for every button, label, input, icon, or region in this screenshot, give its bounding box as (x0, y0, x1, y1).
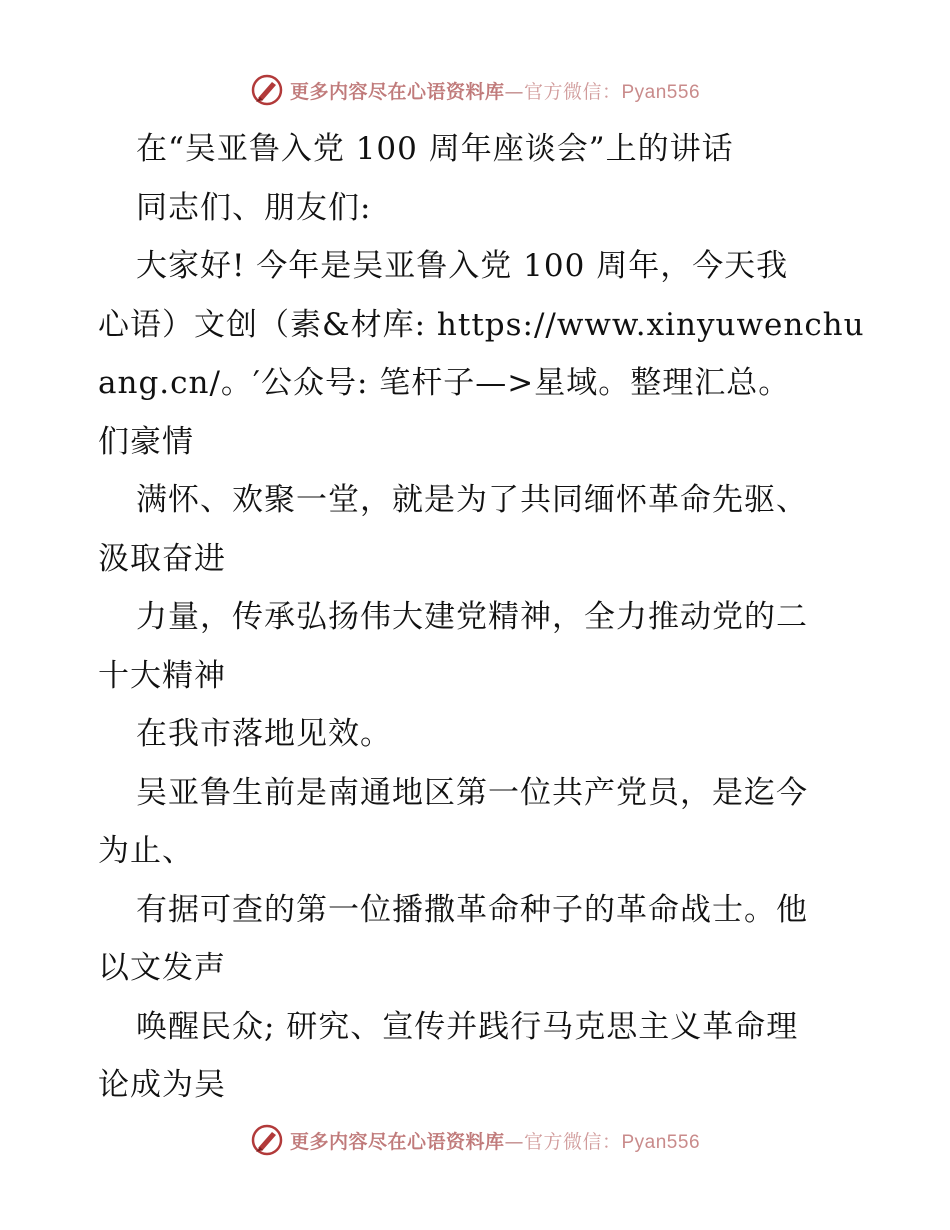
text-line: 十大精神 (98, 657, 226, 694)
banner-text (290, 77, 700, 104)
text-line: 汲取奋进 (98, 540, 226, 577)
banner-label: 官方微信： (523, 80, 622, 103)
footer-banner (0, 1120, 950, 1160)
banner-separator: — (504, 80, 524, 103)
text-line: 有据可查的第一位播撒革命种子的革命战士。他 (136, 891, 808, 928)
pen-logo-icon (250, 73, 284, 107)
document-title: 在“吴亚鲁入党 100 周年座谈会”上的讲话 (136, 131, 734, 167)
text-line: 论成为吴 (98, 1067, 226, 1103)
text-line: 满怀、欢聚一堂，就是为了共同缅怀革命先驱、 (136, 482, 808, 518)
banner-wechat-id: Pyan556 (621, 81, 701, 103)
text-line: 以文发声 (98, 950, 226, 986)
text-line: 唤醒民众; 研究、宣传并践行马克思主义革命理 (136, 1008, 799, 1045)
banner-label: 官方微信： (523, 1130, 622, 1153)
banner-separator: — (504, 1130, 524, 1153)
banner-wechat-id: Pyan556 (621, 1131, 701, 1153)
text-line: 心语）文创（素&材库: https://www.xinyuwenchu (98, 306, 865, 343)
pen-logo-icon (250, 1123, 284, 1157)
text-line: 吴亚鲁生前是南通地区第一位共产党员，是迄今 (136, 774, 808, 811)
text-line: 在我市落地见效。 (136, 716, 392, 752)
text-line: 为止、 (98, 833, 194, 869)
banner-main-text: 更多内容尽在心语资料库 (289, 1130, 505, 1153)
text-line: 力量，传承弘扬伟大建党精神，全力推动党的二 (136, 599, 808, 635)
text-line: ang.cn/。′公众号: 笔杆子—>星域。整理汇总。 (98, 365, 791, 401)
banner-text (290, 1127, 700, 1154)
text-line: 大家好! 今年是吴亚鲁入党 100 周年，今天我 (136, 248, 789, 284)
banner-main-text: 更多内容尽在心语资料库 (289, 80, 505, 103)
salutation: 同志们、朋友们: (136, 189, 372, 226)
text-line: 们豪情 (98, 423, 194, 460)
document-body (98, 120, 865, 1115)
header-banner (0, 70, 950, 110)
